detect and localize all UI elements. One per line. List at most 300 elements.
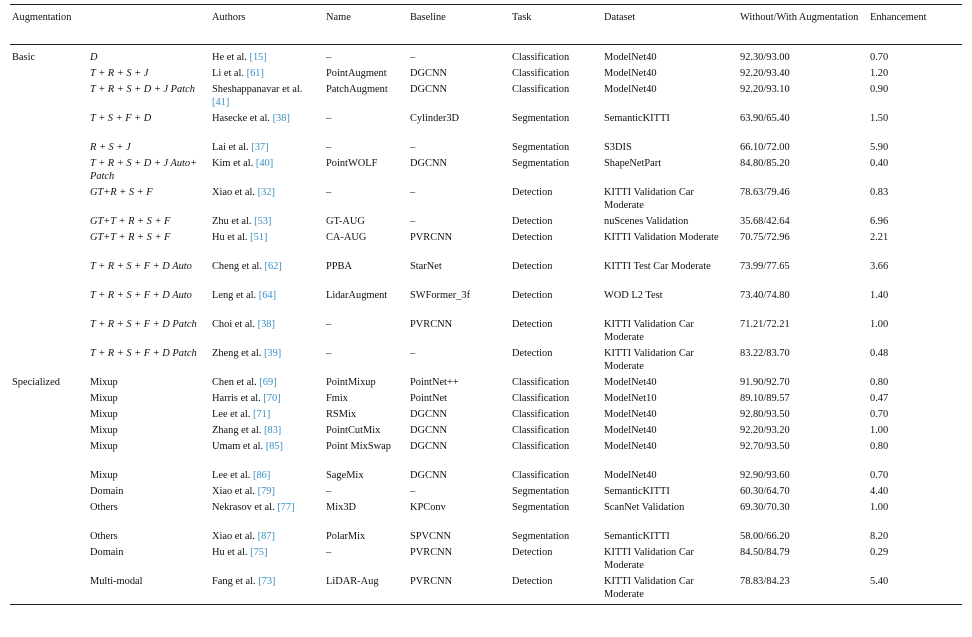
header-name: Name (326, 12, 351, 23)
dataset-cell: ModelNet40 (604, 52, 657, 63)
group-cell (10, 186, 88, 215)
author-text: Kim et al. (212, 158, 254, 169)
table-row (10, 289, 962, 318)
result-cell: 35.68/42.64 (740, 216, 790, 227)
enhancement-cell: 0.70 (870, 470, 889, 481)
citation-link[interactable]: [64] (258, 290, 277, 301)
baseline-cell: DGCNN (410, 68, 447, 79)
citation-link[interactable]: [38] (272, 113, 290, 124)
result-cell: 91.90/92.70 (740, 377, 790, 388)
task-cell: Classification (512, 52, 570, 63)
group-cell (10, 501, 88, 530)
author-cell (210, 141, 324, 157)
citation-link[interactable]: [77] (277, 502, 295, 513)
table-row (10, 408, 962, 424)
dataset-cell: ModelNet40 (604, 409, 657, 420)
group-cell (10, 408, 88, 424)
group-cell (10, 289, 88, 318)
result-cell: 63.90/65.40 (740, 113, 790, 124)
author-text: Xiao et al. (212, 531, 255, 542)
enhancement-cell: 1.00 (870, 502, 889, 513)
author-cell (210, 485, 324, 501)
table-row (10, 501, 962, 530)
task-cell: Detection (512, 547, 553, 558)
author-cell (210, 83, 324, 112)
header-dataset: Dataset (604, 12, 636, 23)
baseline-cell: – (410, 142, 416, 153)
dataset-cell: SemanticKITTI (604, 113, 670, 124)
method-name-cell: LidarAugment (326, 290, 388, 301)
augmentation-cell: Multi-modal (90, 576, 143, 587)
citation-link[interactable]: [37] (251, 142, 269, 153)
method-name-cell: PatchAugment (326, 84, 388, 95)
enhancement-cell: 2.21 (870, 232, 889, 243)
enhancement-cell: 8.20 (870, 531, 889, 542)
enhancement-cell: 0.90 (870, 84, 889, 95)
baseline-cell: PointNet (410, 393, 447, 404)
author-text: Lee et al. (212, 470, 251, 481)
enhancement-cell: 1.50 (870, 113, 889, 124)
citation-link[interactable]: [75] (250, 547, 268, 558)
result-cell: 84.50/84.79 (740, 547, 790, 558)
table-row (10, 424, 962, 440)
method-name-cell: PointWOLF (326, 158, 378, 169)
group-cell (10, 112, 88, 141)
table-row (10, 376, 962, 392)
header-without-with: Without/With Augmentation (740, 12, 859, 23)
group-cell (10, 392, 88, 408)
dataset-cell: ModelNet10 (604, 393, 657, 404)
result-cell: 73.40/74.80 (740, 290, 790, 301)
author-text: Lai et al. (212, 142, 249, 153)
dataset-cell: ScanNet Validation (604, 502, 685, 513)
baseline-cell: DGCNN (410, 470, 447, 481)
group-cell (10, 469, 88, 485)
augmentation-cell: T + R + S + F + D Patch (90, 348, 197, 359)
enhancement-cell: 1.20 (870, 68, 889, 79)
baseline-cell: – (410, 187, 416, 198)
table-row (10, 45, 962, 68)
augmentation-cell: R + S + J (90, 142, 131, 153)
baseline-cell: PVRCNN (410, 576, 453, 587)
method-name-cell: – (326, 187, 332, 198)
header-augmentation-type (88, 5, 210, 45)
augmentation-cell: Others (90, 531, 118, 542)
table-row (10, 215, 962, 231)
method-name-cell: RSMix (326, 409, 357, 420)
citation-link[interactable]: [70] (263, 393, 281, 404)
dataset-cell: KITTI Test Car Moderate (604, 261, 711, 272)
dataset-cell: ModelNet40 (604, 68, 657, 79)
result-cell: 73.99/77.65 (740, 261, 790, 272)
baseline-cell: DGCNN (410, 409, 447, 420)
group-cell (10, 260, 88, 289)
method-name-cell: PointMixup (326, 377, 376, 388)
augmentation-cell: Mixup (90, 409, 118, 420)
augmentation-cell: T + R + S + F + D Auto (90, 261, 192, 272)
citation-link[interactable]: [87] (257, 531, 275, 542)
author-cell (210, 112, 324, 141)
enhancement-cell: 0.70 (870, 52, 889, 63)
baseline-cell: PointNet++ (410, 377, 459, 388)
method-name-cell: – (326, 319, 332, 330)
author-cell (210, 260, 324, 289)
author-cell (210, 469, 324, 485)
author-text: Umam et al. (212, 441, 264, 452)
dataset-cell: ShapeNetPart (604, 158, 662, 169)
result-cell: 66.10/72.00 (740, 142, 790, 153)
task-cell: Detection (512, 232, 553, 243)
author-cell (210, 408, 324, 424)
dataset-cell: WOD L2 Test (604, 290, 663, 301)
citation-link[interactable]: [69] (259, 377, 277, 388)
author-text: Xiao et al. (212, 187, 255, 198)
enhancement-cell: 0.48 (870, 348, 889, 359)
author-text: Hu et al. (212, 232, 248, 243)
group-cell (10, 485, 88, 501)
author-cell (210, 440, 324, 469)
table-body (10, 45, 962, 605)
table-row (10, 530, 962, 546)
dataset-cell: ModelNet40 (604, 425, 657, 436)
task-cell: Detection (512, 348, 553, 359)
dataset-cell: KITTI Validation Car Moderate (604, 547, 694, 571)
result-cell: 92.90/93.60 (740, 470, 790, 481)
method-name-cell: Mix3D (326, 502, 357, 513)
group-cell (10, 318, 88, 347)
method-name-cell: – (326, 113, 332, 124)
author-text: Lee et al. (212, 409, 251, 420)
dataset-cell: KITTI Validation Car Moderate (604, 348, 694, 372)
enhancement-cell: 0.83 (870, 187, 889, 198)
author-cell (210, 501, 324, 530)
result-cell: 92.20/93.40 (740, 68, 790, 79)
augmentation-cell: T + R + S + F + D Auto (90, 290, 192, 301)
group-cell (10, 530, 88, 546)
augmentation-cell: T + R + S + F + D Patch (90, 319, 197, 330)
dataset-cell: KITTI Validation Car Moderate (604, 187, 694, 211)
enhancement-cell: 1.00 (870, 425, 889, 436)
task-cell: Detection (512, 187, 553, 198)
author-text: He et al. (212, 52, 247, 63)
augmentation-results-table (10, 4, 962, 605)
table-row (10, 112, 962, 141)
enhancement-cell: 6.96 (870, 216, 889, 227)
table-row (10, 157, 962, 186)
citation-link[interactable]: [38] (257, 319, 275, 330)
group-cell (10, 424, 88, 440)
enhancement-cell: 0.80 (870, 441, 889, 452)
method-name-cell: – (326, 486, 332, 497)
baseline-cell: Cylinder3D (410, 113, 460, 124)
result-cell: 92.20/93.10 (740, 84, 790, 95)
result-cell: 69.30/70.30 (740, 502, 790, 513)
task-cell: Classification (512, 68, 570, 79)
table-row (10, 141, 962, 157)
task-cell: Detection (512, 216, 553, 227)
augmentation-cell: Domain (90, 486, 124, 497)
result-cell: 89.10/89.57 (740, 393, 790, 404)
table-row (10, 186, 962, 215)
group-cell (10, 67, 88, 83)
table-row (10, 67, 962, 83)
dataset-cell: S3DIS (604, 142, 632, 153)
task-cell: Segmentation (512, 531, 570, 542)
dataset-cell: SemanticKITTI (604, 531, 670, 542)
augmentation-cell: Mixup (90, 393, 118, 404)
citation-link[interactable]: [15] (249, 52, 267, 63)
table-row (10, 260, 962, 289)
method-name-cell: PPBA (326, 261, 352, 272)
dataset-cell: ModelNet40 (604, 441, 657, 452)
result-cell: 70.75/72.96 (740, 232, 790, 243)
enhancement-cell: 1.00 (870, 319, 889, 330)
citation-link[interactable]: [85] (265, 441, 283, 452)
task-cell: Classification (512, 441, 570, 452)
citation-link[interactable]: [83] (263, 425, 282, 436)
citation-link[interactable]: [53] (254, 216, 272, 227)
citation-link[interactable]: [39] (263, 348, 282, 359)
method-name-cell: Fmix (326, 393, 348, 404)
task-cell: Segmentation (512, 142, 570, 153)
result-cell: 58.00/66.20 (740, 531, 790, 542)
enhancement-cell: 0.40 (870, 158, 889, 169)
group-cell: Specialized (12, 377, 60, 388)
author-text: Harris et al. (212, 393, 261, 404)
header-baseline: Baseline (410, 12, 446, 23)
author-text: Li et al. (212, 68, 245, 79)
author-text: Hasecke et al. (212, 113, 270, 124)
task-cell: Segmentation (512, 113, 570, 124)
baseline-cell: SPVCNN (410, 531, 451, 542)
dataset-cell: ModelNet40 (604, 377, 657, 388)
task-cell: Detection (512, 319, 553, 330)
author-cell (210, 424, 324, 440)
author-text: Xiao et al. (212, 486, 255, 497)
baseline-cell: – (410, 486, 416, 497)
task-cell: Detection (512, 576, 553, 587)
task-cell: Classification (512, 425, 570, 436)
group-cell (10, 141, 88, 157)
task-cell: Classification (512, 377, 570, 388)
dataset-cell: KITTI Validation Car Moderate (604, 319, 694, 343)
author-cell (210, 575, 324, 605)
result-cell: 84.80/85.20 (740, 158, 790, 169)
result-cell: 92.70/93.50 (740, 441, 790, 452)
citation-link[interactable]: [32] (257, 187, 275, 198)
enhancement-cell: 5.40 (870, 576, 889, 587)
augmentation-cell: Mixup (90, 470, 118, 481)
baseline-cell: PVRCNN (410, 547, 453, 558)
baseline-cell: SWFormer_3f (410, 290, 471, 301)
augmentation-cell: T + R + S + J (90, 68, 149, 79)
enhancement-cell: 4.40 (870, 486, 889, 497)
author-cell (210, 67, 324, 83)
group-cell (10, 347, 88, 376)
method-name-cell: – (326, 142, 332, 153)
baseline-cell: PVRCNN (410, 319, 453, 330)
baseline-cell: StarNet (410, 261, 442, 272)
author-text: Choi et al. (212, 319, 255, 330)
table-row (10, 318, 962, 347)
author-cell (210, 347, 324, 376)
baseline-cell: – (410, 348, 416, 359)
baseline-cell: PVRCNN (410, 232, 453, 243)
group-cell (10, 83, 88, 112)
author-text: Chen et al. (212, 377, 257, 388)
author-text: Zhu et al. (212, 216, 252, 227)
method-name-cell: PointAugment (326, 68, 387, 79)
baseline-cell: DGCNN (410, 84, 447, 95)
method-name-cell: LiDAR-Aug (326, 576, 379, 587)
task-cell: Detection (512, 290, 553, 301)
header-authors: Authors (212, 12, 246, 23)
baseline-cell: DGCNN (410, 441, 447, 452)
table-row (10, 440, 962, 469)
baseline-cell: – (410, 216, 416, 227)
author-cell (210, 318, 324, 347)
baseline-cell: DGCNN (410, 158, 447, 169)
result-cell: 78.83/84.23 (740, 576, 790, 587)
author-cell (210, 289, 324, 318)
dataset-cell: KITTI Validation Car Moderate (604, 576, 694, 600)
author-cell (210, 45, 324, 68)
method-name-cell: GT-AUG (326, 216, 365, 227)
author-text: Nekrasov et al. (212, 502, 275, 513)
header-task: Task (512, 12, 532, 23)
task-cell: Classification (512, 409, 570, 420)
author-cell (210, 231, 324, 260)
header-enhancement: Enhancement (870, 12, 927, 23)
augmentation-cell: T + R + S + D + J Auto+ Patch (90, 158, 198, 182)
result-cell: 92.20/93.20 (740, 425, 790, 436)
task-cell: Classification (512, 393, 570, 404)
task-cell: Segmentation (512, 502, 570, 513)
author-cell (210, 157, 324, 186)
augmentation-cell: D (90, 52, 98, 63)
citation-link[interactable]: [79] (257, 486, 275, 497)
author-cell (210, 546, 324, 575)
citation-link[interactable]: [73] (258, 576, 276, 587)
dataset-cell: KITTI Validation Moderate (604, 232, 719, 243)
method-name-cell: – (326, 547, 332, 558)
citation-link[interactable]: [41] (212, 97, 230, 108)
dataset-cell: nuScenes Validation (604, 216, 689, 227)
result-cell: 71.21/72.21 (740, 319, 790, 330)
augmentation-cell: GT+T + R + S + F (90, 232, 171, 243)
citation-link[interactable]: [40] (255, 158, 274, 169)
citation-link[interactable]: [71] (252, 409, 271, 420)
citation-link[interactable]: [62] (264, 261, 282, 272)
group-cell (10, 440, 88, 469)
author-cell (210, 392, 324, 408)
task-cell: Segmentation (512, 486, 570, 497)
enhancement-cell: 0.80 (870, 377, 889, 388)
enhancement-cell: 0.70 (870, 409, 889, 420)
header-augmentation: Augmentation (12, 12, 72, 23)
table-row (10, 485, 962, 501)
baseline-cell: – (410, 52, 416, 63)
method-name-cell: Point MixSwap (326, 441, 391, 452)
task-cell: Detection (512, 261, 553, 272)
author-text: Cheng et al. (212, 261, 262, 272)
dataset-cell: SemanticKITTI (604, 486, 670, 497)
augmentation-cell: T + S + F + D (90, 113, 152, 124)
result-cell: 92.30/93.00 (740, 52, 790, 63)
group-cell (10, 546, 88, 575)
table-row (10, 546, 962, 575)
baseline-cell: DGCNN (410, 425, 447, 436)
group-cell (10, 231, 88, 260)
result-cell: 92.80/93.50 (740, 409, 790, 420)
group-cell (10, 157, 88, 186)
author-cell (210, 376, 324, 392)
enhancement-cell: 1.40 (870, 290, 889, 301)
method-name-cell: – (326, 348, 332, 359)
enhancement-cell: 3.66 (870, 261, 889, 272)
group-cell: Basic (12, 52, 36, 63)
author-cell (210, 530, 324, 546)
augmentation-cell: Mixup (90, 377, 118, 388)
table-row (10, 83, 962, 112)
enhancement-cell: 0.29 (870, 547, 889, 558)
author-text: Sheshappanavar et al. (212, 84, 303, 95)
result-cell: 60.30/64.70 (740, 486, 790, 497)
augmentation-cell: Others (90, 502, 118, 513)
table-row (10, 392, 962, 408)
method-name-cell: – (326, 52, 332, 63)
enhancement-cell: 0.47 (870, 393, 889, 404)
group-cell (10, 575, 88, 605)
augmentation-cell: Mixup (90, 441, 118, 452)
method-name-cell: SageMix (326, 470, 364, 481)
citation-link[interactable]: [86] (252, 470, 271, 481)
group-cell (10, 215, 88, 231)
method-name-cell: CA-AUG (326, 232, 367, 243)
author-text: Fang et al. (212, 576, 256, 587)
augmentation-cell: Mixup (90, 425, 118, 436)
author-cell (210, 215, 324, 231)
author-text: Leng et al. (212, 290, 257, 301)
dataset-cell: ModelNet40 (604, 470, 657, 481)
augmentation-cell: T + R + S + D + J Patch (90, 84, 195, 95)
baseline-cell: KPConv (410, 502, 446, 513)
author-text: Zheng et al. (212, 348, 262, 359)
task-cell: Segmentation (512, 158, 570, 169)
citation-link[interactable]: [51] (250, 232, 268, 243)
table-row (10, 347, 962, 376)
table-row (10, 469, 962, 485)
task-cell: Classification (512, 84, 570, 95)
augmentation-cell: GT+R + S + F (90, 187, 153, 198)
method-name-cell: PolarMix (326, 531, 366, 542)
result-cell: 78.63/79.46 (740, 187, 790, 198)
augmentation-cell: Domain (90, 547, 124, 558)
dataset-cell: ModelNet40 (604, 84, 657, 95)
author-text: Zhang et al. (212, 425, 262, 436)
citation-link[interactable]: [61] (246, 68, 264, 79)
result-cell: 83.22/83.70 (740, 348, 790, 359)
author-cell (210, 186, 324, 215)
table-row (10, 231, 962, 260)
author-text: Hu et al. (212, 547, 248, 558)
method-name-cell: PointCutMix (326, 425, 381, 436)
header-row (10, 5, 962, 45)
enhancement-cell: 5.90 (870, 142, 889, 153)
augmentation-cell: GT+T + R + S + F (90, 216, 171, 227)
task-cell: Classification (512, 470, 570, 481)
table-row (10, 575, 962, 605)
